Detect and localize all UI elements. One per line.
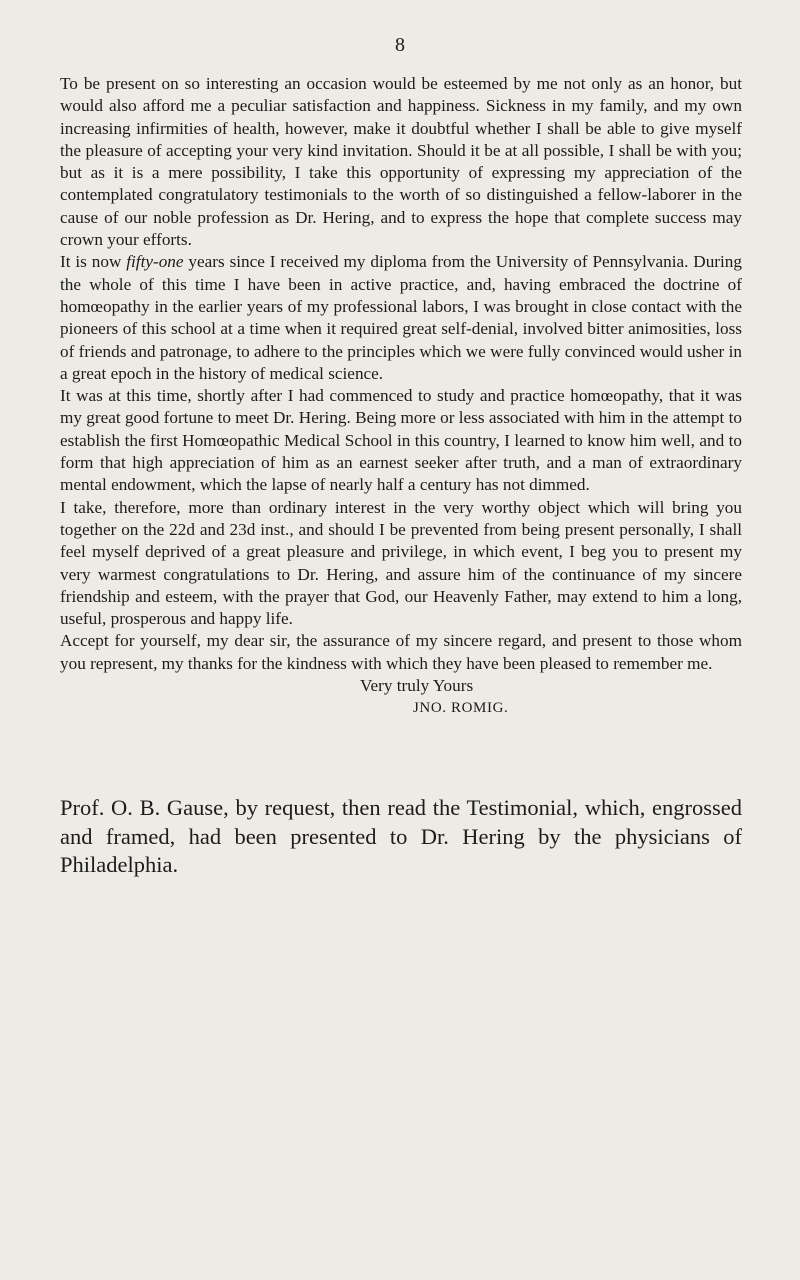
- letter-paragraph-3: It was at this time, shortly after I had commenced to study and practice homœopathy, that it was my great good fortune to meet Dr. Hering. Being more or less associated with him in the attempt to establish the first Homœopathic Medical School in this country, I learned to know him well, and to form that high appreciation of him as an earnest seeker after truth, and a man of extraordinary mental endowment, which the lapse of nearly half a century has not dimmed.: [60, 386, 742, 495]
- letter-paragraph-2-rest: years since I received my diploma from the University of Pennsylvania. During the whole of this time I have been in active practice, and, having embraced the doctrine of homœopathy in the earlier years of my professional labors, I was brought in close contact with the pioneers of this school at a time when it required great self-denial, involved bitter animosities, loss of friends and patronage, to adhere to the principles which we were fully convinced would usher in a great epoch in the history of medical science.: [60, 252, 742, 383]
- letter-paragraph-2: [60, 251, 742, 385]
- letter-paragraph-1: To be present on so interesting an occasion would be esteemed by me not only as an honor, but would also afford me a peculiar satisfaction and happiness. Sickness in my family, and my own increasing infirmities of health, however, make it doubtful whether I shall be able to give myself the pleasure of accepting your very kind invitation. Should it be at all possible, I shall be with you; but as it is a mere possibility, I take this opportunity of expressing my appreciation of the contemplated congratulatory testimonials to the worth of so distinguished a fellow-laborer in the cause of our noble profession as Dr. Hering, and to express the hope that complete success may crown your efforts.: [60, 74, 742, 250]
- narrative-paragraph: [60, 794, 742, 880]
- years-emphasis: fifty-one: [126, 252, 184, 272]
- narrative-text: Prof. O. B. Gause, by request, then read the Testimonial, which, engrossed and framed, had been presented to Dr. Hering by the physicians of Philadelphia.: [60, 795, 742, 877]
- letter-paragraph-2-start: It is now: [60, 252, 127, 272]
- letter-paragraph-5: Accept for yourself, my dear sir, the assurance of my sincere regard, and present to those whom you represent, my thanks for the kindness with which they have been pleased to remember me.: [60, 631, 742, 673]
- letter-body: [60, 73, 742, 720]
- page-number: 8: [395, 34, 405, 56]
- letter-paragraph-4: I take, therefore, more than ordinary interest in the very worthy object which will bring you together on the 22d and 23d inst., and should I be prevented from being present personally, I shall feel myself deprived of a great pleasure and privilege, in which event, I beg you to present my very warmest congratulations to Dr. Hering, and assure him of the continuance of my sincere friendship and esteem, with the prayer that God, our Heavenly Father, may extend to him a long, useful, prosperous and happy life.: [60, 497, 742, 629]
- letter-signature: JNO. ROMIG.: [413, 700, 509, 717]
- letter-closing: Very truly Yours: [360, 676, 474, 696]
